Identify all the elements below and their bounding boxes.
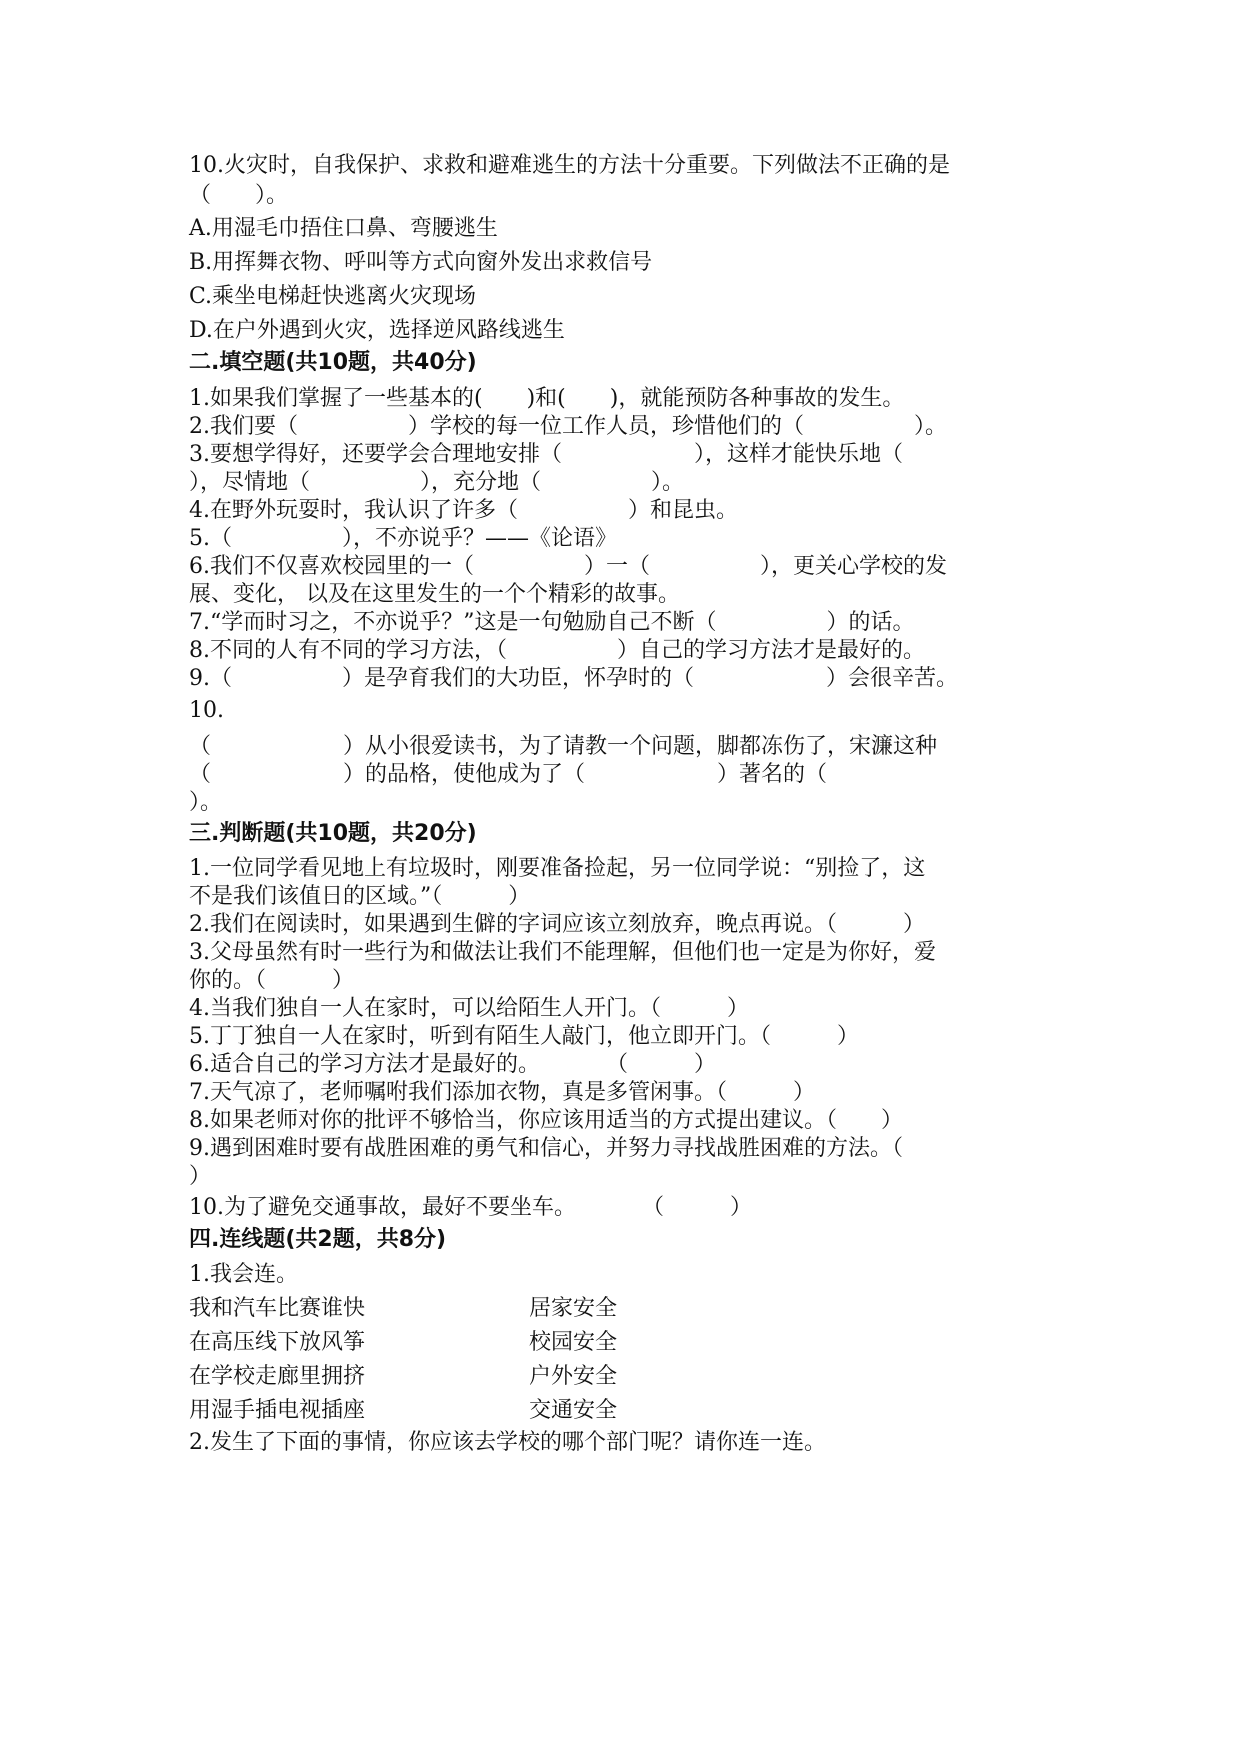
q10-option-d: D.在户外遇到火灾，选择逆风路线逃生 <box>189 318 565 343</box>
s3-line: 4.当我们独自一人在家时，可以给陌生人开门。（ ） <box>189 996 749 1021</box>
s2-line: ）。 <box>189 790 223 815</box>
s2-line: 10. <box>189 698 224 723</box>
s3-line: 不是我们该值日的区域。”（ ） <box>189 884 531 909</box>
s2-line: 8.不同的人有不同的学习方法，（ ）自己的学习方法才是最好的。 <box>189 638 925 663</box>
s2-line: （ ）从小很爱读书，为了请教一个问题，脚都冻伤了，宋濂这种 <box>189 734 938 759</box>
section2-heading: 二.填空题(共10题，共40分) <box>189 350 477 375</box>
q10-option-a: A.用湿毛巾捂住口鼻、弯腰逃生 <box>189 216 498 241</box>
q10-stem-line2: （ ）。 <box>189 183 289 208</box>
s2-line: 2.我们要（ ）学校的每一位工作人员，珍惜他们的（ ）。 <box>189 414 947 439</box>
s3-line: 2.我们在阅读时，如果遇到生僻的字词应该立刻放弃，晚点再说。（ ） <box>189 912 925 937</box>
match-left-item: 用湿手插电视插座 <box>189 1398 366 1423</box>
s2-line: 5.（ ），不亦说乎？——《论语》 <box>189 526 617 551</box>
s2-line: 3.要想学得好，还要学会合理地安排（ ），这样才能快乐地（ <box>189 442 903 467</box>
s2-line: 1.如果我们掌握了一些基本的( )和( )，就能预防各种事故的发生。 <box>189 386 905 411</box>
match-right-item: 校园安全 <box>529 1330 618 1355</box>
s2-line: 9.（ ）是孕育我们的大功臣，怀孕时的（ ）会很辛苦。 <box>189 666 958 691</box>
s3-line: 9.遇到困难时要有战胜困难的勇气和信心，并努力寻找战胜困难的方法。（ <box>189 1136 903 1161</box>
s2-line: 6.我们不仅喜欢校园里的一（ ）一（ ），更关心学校的发 <box>189 554 947 579</box>
section3-heading: 三.判断题(共10题，共20分) <box>189 821 477 846</box>
s3-line: 你的。（ ） <box>189 968 355 993</box>
match-right-item: 居家安全 <box>529 1296 618 1321</box>
match-right-item: 交通安全 <box>529 1398 618 1423</box>
match-left-item: 我和汽车比赛谁快 <box>189 1296 366 1321</box>
s3-line: 6.适合自己的学习方法才是最好的。 （ ） <box>189 1052 716 1077</box>
match-left-item: 在高压线下放风筝 <box>189 1330 366 1355</box>
s3-line: 3.父母虽然有时一些行为和做法让我们不能理解，但他们也一定是为你好，爱 <box>189 940 936 965</box>
s2-line: 7.“学而时习之，不亦说乎？”这是一句勉励自己不断（ ）的话。 <box>189 610 915 635</box>
section4-heading: 四.连线题(共2题，共8分) <box>189 1227 447 1252</box>
match-right-item: 户外安全 <box>529 1364 618 1389</box>
q10-option-c: C.乘坐电梯赶快逃离火灾现场 <box>189 284 477 309</box>
s2-line: （ ）的品格，使他成为了（ ）著名的（ <box>189 762 828 787</box>
q10-option-b: B.用挥舞衣物、呼叫等方式向窗外发出求救信号 <box>189 250 653 275</box>
s3-line: 5.丁丁独自一人在家时，听到有陌生人敲门，他立即开门。（ ） <box>189 1024 859 1049</box>
match-left-item: 在学校走廊里拥挤 <box>189 1364 366 1389</box>
s2-line: 4.在野外玩耍时，我认识了许多（ ）和昆虫。 <box>189 498 738 523</box>
s3-line: ） <box>189 1164 212 1189</box>
s4-q1: 1.我会连。 <box>189 1262 298 1287</box>
s2-line: ），尽情地（ ），充分地（ ）。 <box>189 470 685 495</box>
s3-line: 8.如果老师对你的批评不够恰当，你应该用适当的方式提出建议。（ ） <box>189 1108 903 1133</box>
q10-stem-line1: 10.火灾时，自我保护、求救和避难逃生的方法十分重要。下列做法不正确的是 <box>189 153 950 178</box>
s3-line: 10.为了避免交通事故，最好不要坐车。 （ ） <box>189 1195 752 1220</box>
s4-q2: 2.发生了下面的事情，你应该去学校的哪个部门呢？请你连一连。 <box>189 1430 826 1455</box>
s2-line: 展、变化， 以及在这里发生的一个个精彩的故事。 <box>189 582 680 607</box>
s3-line: 1.一位同学看见地上有垃圾时，刚要准备捡起，另一位同学说：“别捡了，这 <box>189 856 926 881</box>
s3-line: 7.天气凉了，老师嘱咐我们添加衣物，真是多管闲事。（ ） <box>189 1080 815 1105</box>
